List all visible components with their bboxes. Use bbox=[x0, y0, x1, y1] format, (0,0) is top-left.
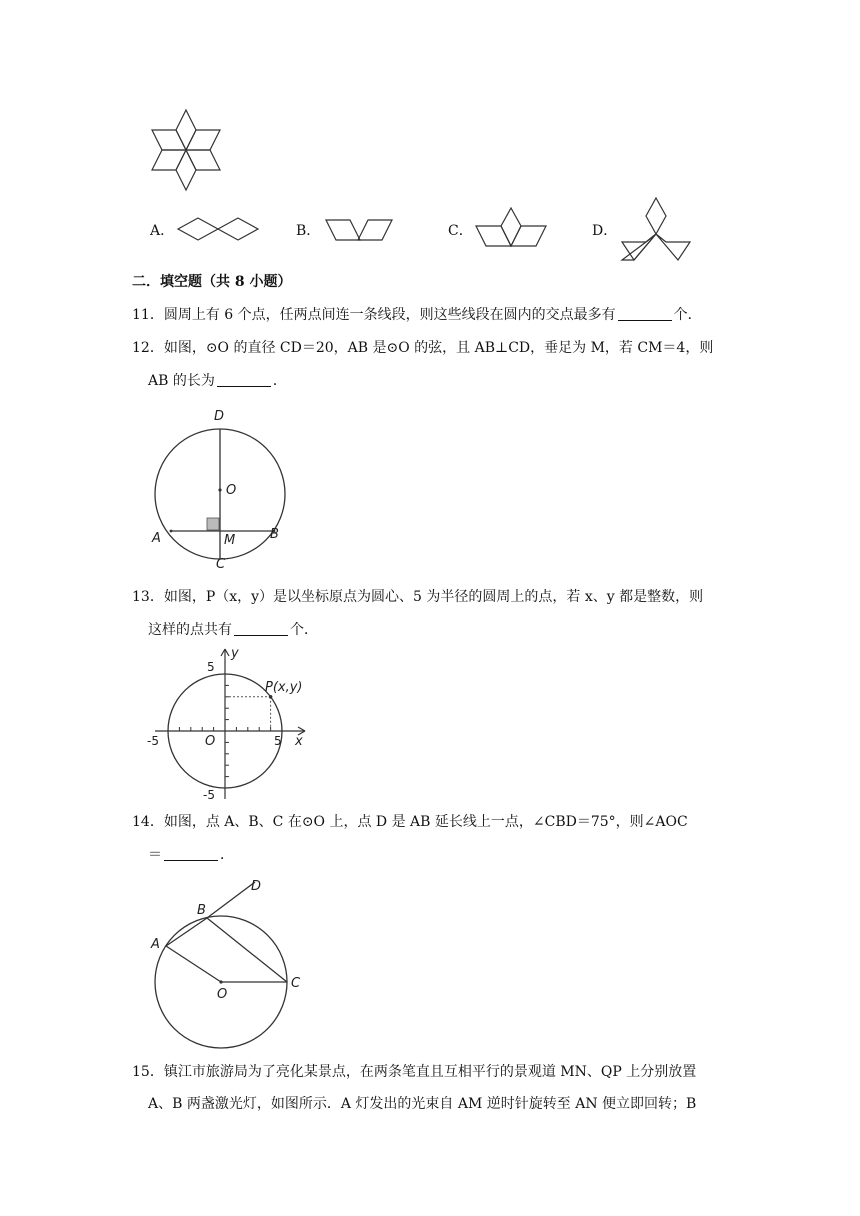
q13-label-p: P(x,y) bbox=[265, 680, 303, 695]
q13-text: 这样的点共有 bbox=[148, 622, 232, 638]
option-c-figure bbox=[474, 206, 548, 248]
option-b-label: B． bbox=[296, 223, 321, 239]
option-d-figure bbox=[620, 196, 692, 262]
q12-text: AB 的长为 bbox=[148, 373, 215, 389]
q14-label-o: O bbox=[217, 987, 228, 1002]
q13-label-x: x bbox=[295, 734, 303, 749]
q14-answer-blank[interactable] bbox=[164, 846, 218, 861]
q13-answer-blank[interactable] bbox=[234, 621, 288, 636]
q13-tick-neg5-bottom: -5 bbox=[203, 788, 215, 802]
question-12-line2 bbox=[148, 371, 287, 391]
q13-tick-neg5-left: -5 bbox=[147, 734, 159, 748]
q12-label-b: B bbox=[270, 527, 279, 542]
question-11 bbox=[132, 305, 702, 325]
q13-tick-5-top: 5 bbox=[207, 660, 215, 674]
q12-label-c: C bbox=[216, 557, 226, 572]
q12-circle-figure bbox=[148, 404, 293, 570]
q14-circle-figure bbox=[145, 872, 310, 1047]
option-d-label: D． bbox=[592, 223, 618, 239]
q12-text-end: ． bbox=[272, 373, 287, 389]
question-15-line2: A、B 两盏激光灯，如图所示．A 灯发出的光束自 AM 逆时针旋转至 AN 便立即回转；B bbox=[148, 1096, 697, 1112]
question-15-line1: 15．镇江市旅游局为了亮化某景点，在两条笔直且互相平行的景观道 MN、QP 上分别放置 bbox=[132, 1064, 697, 1080]
q11-text-end: 个． bbox=[673, 307, 702, 323]
question-13-line1: 13．如图，P（x，y）是以坐标原点为圆心、5 为半径的圆周上的点，若 x、y 都是整数，则 bbox=[132, 589, 704, 605]
q13-tick-5-right: 5 bbox=[274, 734, 282, 748]
question-13-line2 bbox=[148, 620, 318, 640]
q14-text-end: ． bbox=[220, 847, 234, 863]
option-c-label: C． bbox=[448, 223, 473, 239]
q10-star-figure bbox=[150, 108, 222, 190]
option-a-figure bbox=[176, 216, 260, 242]
q11-text: 11．圆周上有 6 个点，任两点间连一条线段，则这些线段在圆内的交点最多有 bbox=[132, 307, 616, 323]
q12-label-o: O bbox=[226, 483, 237, 498]
question-14-line2 bbox=[148, 845, 234, 865]
q13-label-o: O bbox=[205, 734, 216, 749]
q14-label-c: C bbox=[291, 976, 301, 991]
option-a-label: A． bbox=[150, 223, 175, 239]
q13-text-end: 个． bbox=[290, 622, 318, 638]
q12-label-m: M bbox=[224, 533, 236, 548]
q14-label-d: D bbox=[251, 879, 262, 894]
question-12-line1: 12．如图，⊙O 的直径 CD＝20，AB 是⊙O 的弦，且 AB⊥CD，垂足为 M，若 CM＝4，则 bbox=[132, 340, 714, 356]
q14-text: ＝ bbox=[148, 847, 162, 863]
q12-label-a: A bbox=[152, 531, 161, 546]
q14-label-a: A bbox=[151, 937, 160, 952]
q13-coordinate-figure bbox=[145, 645, 310, 805]
option-b-figure bbox=[324, 218, 394, 242]
q13-label-y: y bbox=[231, 646, 239, 661]
q11-answer-blank[interactable] bbox=[618, 306, 672, 321]
q14-label-b: B bbox=[197, 903, 206, 918]
q12-label-d: D bbox=[214, 409, 225, 424]
question-14-line1: 14．如图，点 A、B、C 在⊙O 上，点 D 是 AB 延长线上一点，∠CBD＝75°，则∠AOC bbox=[132, 814, 688, 830]
section-title: 二．填空题（共 8 小题） bbox=[132, 274, 292, 290]
q12-answer-blank[interactable] bbox=[217, 372, 271, 387]
